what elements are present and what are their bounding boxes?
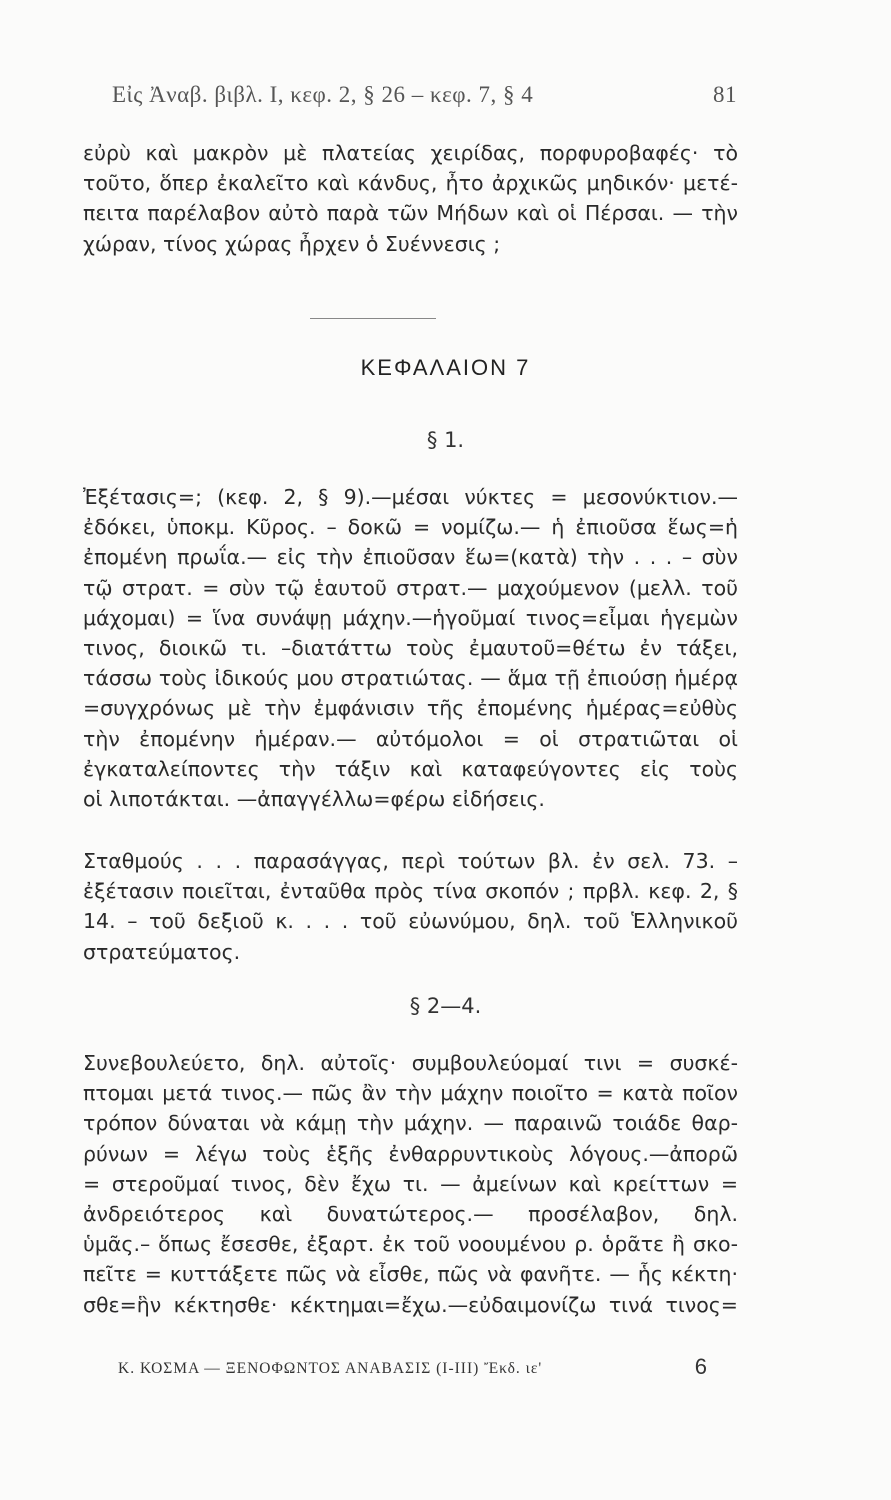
text-line: τινος, διοικῶ τι. –διατάττω τοὺς ἐμαυτοῦ=θέτω ἐν τάξει, [83,635,738,660]
text-line: ρύνων = λέγω τοὺς ἑξῆς ἐνθαρρυντικοὺς λόγους.—ἀπορῶ [83,1141,738,1166]
text-line: ἐδόκει, ὑποκμ. Κῦρος. – δοκῶ = νομίζω.— ἡ ἐπιοῦσα ἕως=ἡ [83,515,738,540]
text-line: εὐρὺ καὶ μακρὸν μὲ πλατείας χειρίδας, πορφυροβαφές· τὸ [83,141,738,165]
signature-mark: 6 [694,1354,708,1379]
text-line: = στεροῦμαί τινος, δὲν ἔχω τι. — ἀμείνων καὶ κρείττων = [83,1171,738,1196]
text-line: χώραν, τίνος χώρας ἦρχεν ὁ Συέννεσις ; [83,231,501,256]
text-line: στρατεύματος. [83,939,241,964]
text-line: τῷ στρατ. = σὺν τῷ ἑαυτοῦ στρατ.— μαχούμενον (μελλ. τοῦ [83,575,738,600]
page-number: 81 [713,82,737,107]
text-line: ἐγκαταλείποντες τὴν τάξιν καὶ καταφεύγοντες εἰς τοὺς [83,756,738,781]
section-heading: § 2—4. [409,994,482,1018]
text-line: σθε=ἣν κέκτησθε· κέκτημαι=ἔχω.—εὐδαιμονίζω τινά τινος= [83,1292,738,1317]
text-line: πειτα παρέλαβον αὐτὸ παρὰ τῶν Μήδων καὶ οἱ Πέρσαι. — τὴν [83,201,738,226]
text-line: Ἐξέτασις=; (κεφ. 2, § 9).—μέσαι νύκτες = μεσονύκτιον.— [83,485,738,509]
page-footer [118,1354,708,1379]
section-divider [310,318,436,319]
text-line: ὑμᾶς.– ὅπως ἔσεσθε, ἐξαρτ. ἐκ τοῦ νοουμένου ρ. ὁρᾶτε ἢ σκο- [83,1232,738,1257]
text-line: =συγχρόνως μὲ τὴν ἐμφάνισιν τῆς ἐπομένης ἡμέρας=εὐθὺς [83,696,738,721]
text-line: πτομαι μετά τινος.— πῶς ἂν τὴν μάχην ποιοῖτο = κατὰ ποῖον [83,1081,738,1106]
paragraph-section-1 [83,482,738,814]
chapter-title: ΚΕΦΑΛΑΙΟΝ 7 [360,355,531,380]
section-heading: § 1. [426,428,465,452]
text-line: ἐξέτασιν ποιεῖται, ἐνταῦθα πρὸς τίνα σκοπόν ; πρβλ. κεφ. 2, § [83,879,738,904]
text-line: ἀνδρειότερος καὶ δυνατώτερος.— προσέλαβον, δηλ. [83,1201,738,1226]
text-line: οἱ λιποτάκται. —ἀπαγγέλλω=φέρω εἰδήσεις. [83,786,545,811]
running-header [112,82,737,108]
footer-credit: Κ. ΚΟΣΜΑ — ΞΕΝΟΦΩΝΤΟΣ ΑΝΑΒΑΣΙΣ (I-III) Ἔκδ. ιε' [118,1360,543,1377]
text-line: τρόπον δύναται νὰ κάμῃ τὴν μάχην. — παραινῶ τοιάδε θαρ- [83,1111,738,1136]
paragraph-section-2-4 [83,1048,738,1320]
text-line: πεῖτε = κυττάξετε πῶς νὰ εἶσθε, πῶς νὰ φανῆτε. — ἧς κέκτη· [83,1262,738,1287]
text-line: τὴν ἐπομένην ἡμέραν.— αὐτόμολοι = οἱ στρατιῶται οἱ [83,726,738,751]
text-line: τοῦτο, ὅπερ ἐκαλεῖτο καὶ κάνδυς, ἦτο ἀρχικῶς μηδικόν· μετέ- [83,171,738,196]
top-paragraph [83,138,738,259]
text-line: Συνεβουλεύετο, δηλ. αὐτοῖς· συμβουλεύομαί τινι = συσκέ- [83,1051,738,1075]
text-line: Σταθμούς . . . παρασάγγας, περὶ τούτων βλ. ἐν σελ. 73. – [83,849,738,873]
text-line: 14. – τοῦ δεξιοῦ κ. . . . τοῦ εὐωνύμου, δηλ. τοῦ Ἑλληνικοῦ [83,909,738,934]
text-line: μάχομαι) = ἵνα συνάψῃ μάχην.—ἡγοῦμαί τινος=εἶμαι ἡγεμὼν [83,605,738,630]
running-title: Εἰς Ἀναβ. βιβλ. I, κεφ. 2, § 26 – κεφ. 7, § 4 [112,82,534,107]
text-line: τάσσω τοὺς ἰδικούς μου στρατιώτας. — ἅμα τῇ ἐπιούσῃ ἡμέρᾳ [83,666,738,691]
text-line: ἐπομένη πρωΐα.— εἰς τὴν ἐπιοῦσαν ἕω=(κατὰ) τὴν . . . – σὺν [83,545,738,570]
paragraph-stathmous [83,846,738,967]
